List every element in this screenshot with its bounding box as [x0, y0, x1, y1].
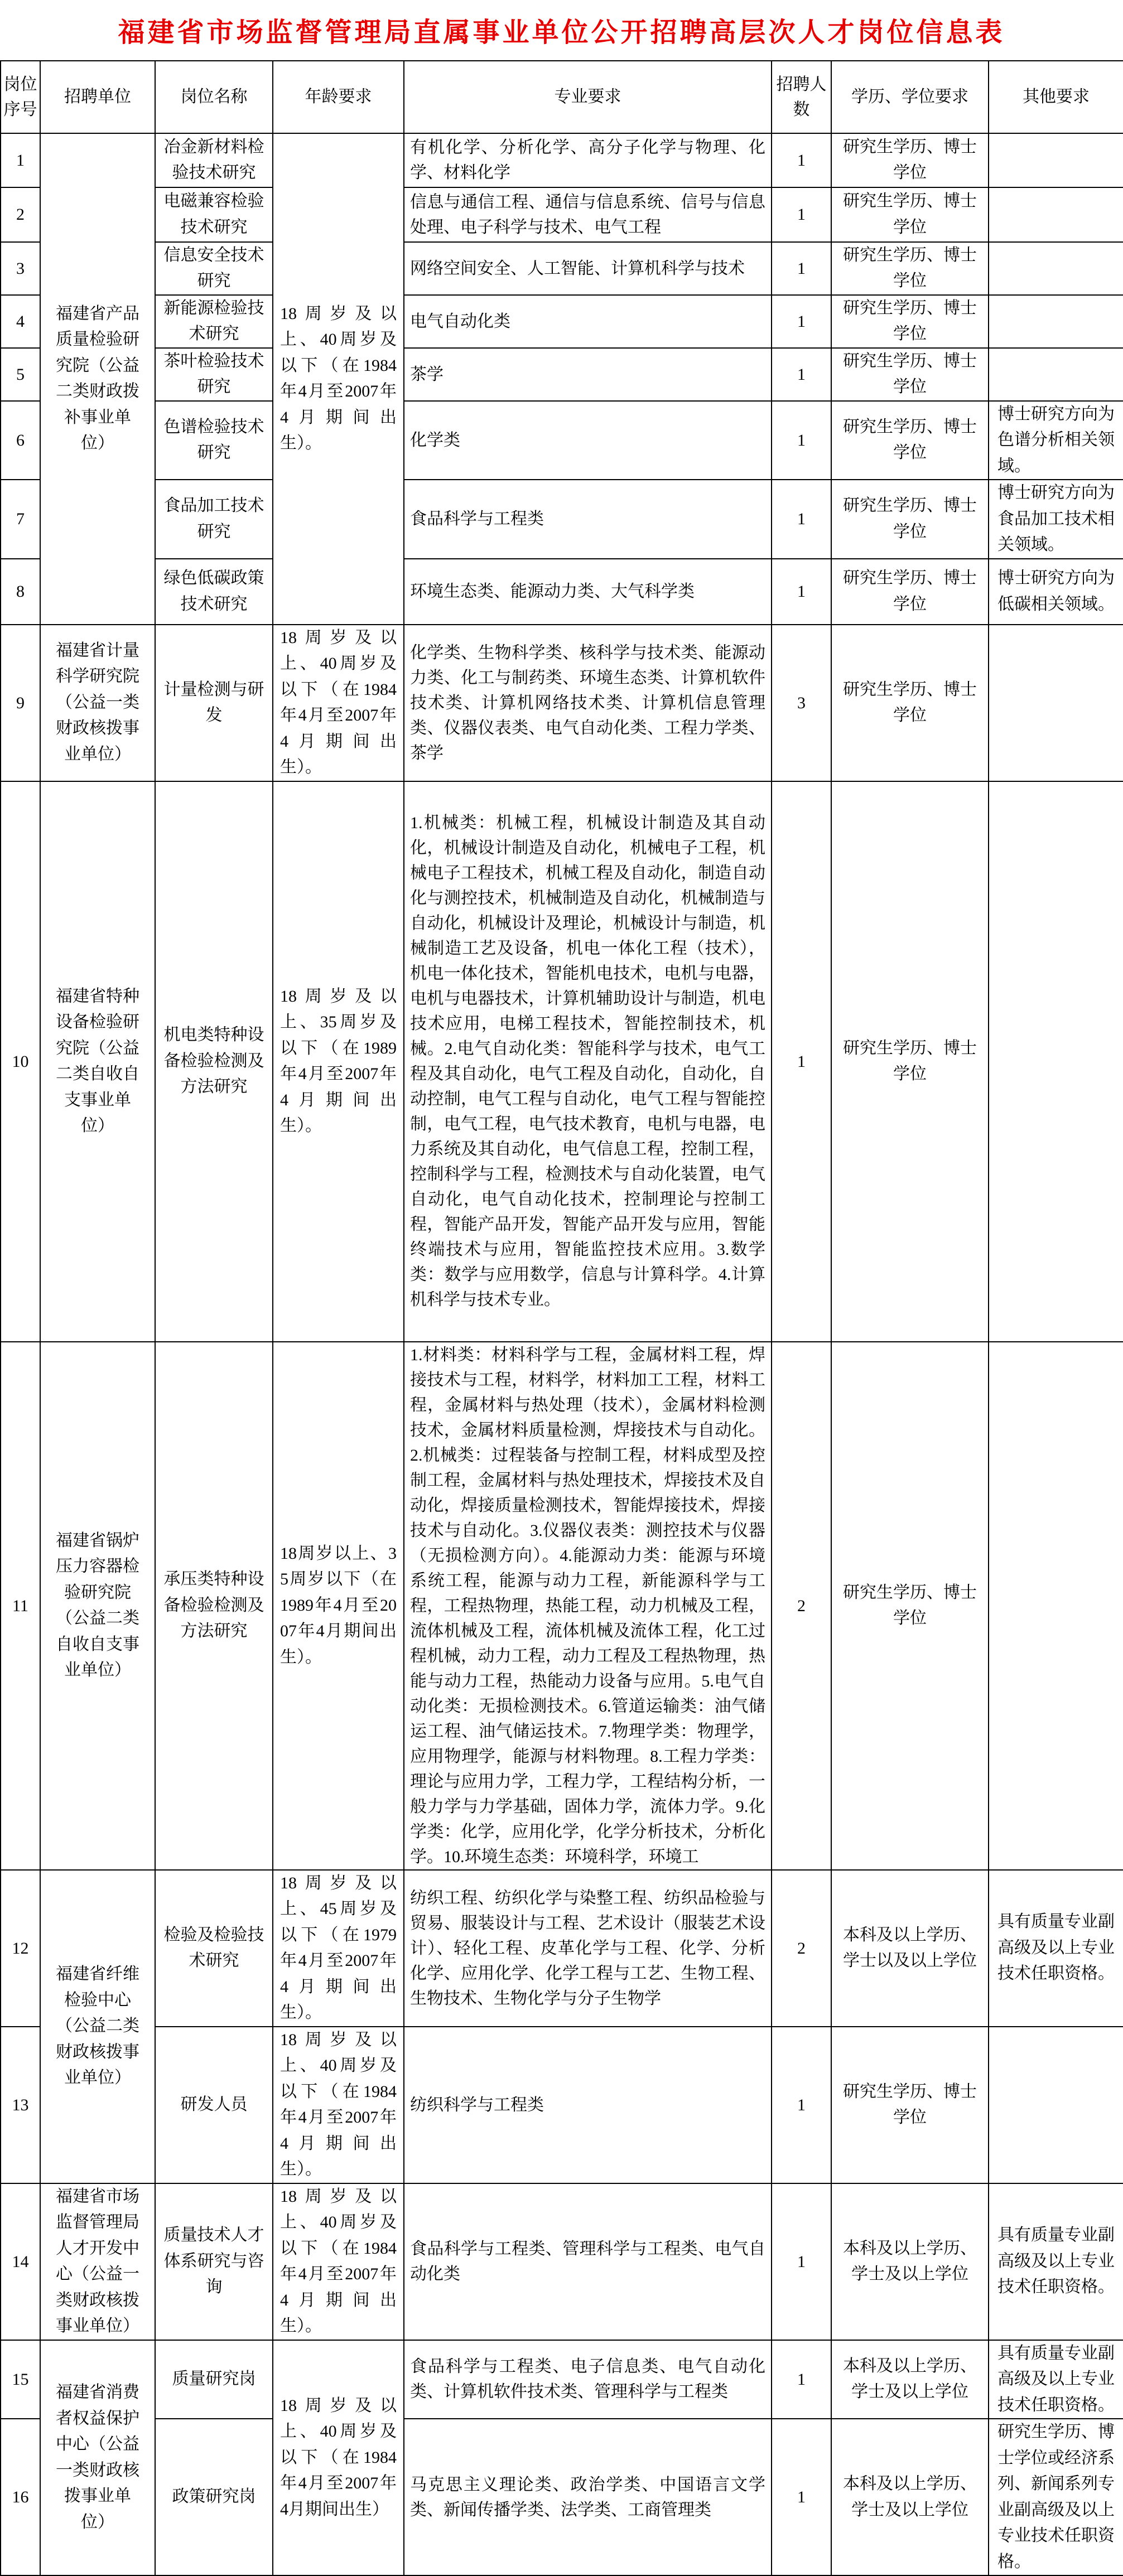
degree-cell: 研究生学历、博士学位 [831, 187, 989, 242]
spec-cell: 纺织工程、纺织化学与染整工程、纺织品检验与贸易、服装设计与工程、艺术设计（服装艺术设计）、轻化工程、皮革化学与工程、化学、分析化学、应用化学、化学工程与工艺、生物工程、生物技术、生物化学与分子生物学 [404, 1870, 772, 2027]
table-row [1, 187, 1123, 242]
degree-cell: 研究生学历、博士学位 [831, 401, 989, 480]
degree-cell: 研究生学历、博士学位 [831, 133, 989, 187]
post-cell: 茶叶检验技术研究 [155, 348, 273, 401]
post-cell: 色谱检验技术研究 [155, 401, 273, 480]
unit-cell: 福建省产品质量检验研究院（公益二类财政拨补事业单位） [40, 133, 155, 625]
count-cell: 2 [772, 1342, 831, 1870]
count-cell: 1 [772, 133, 831, 187]
table-row [1, 242, 1123, 295]
seq-cell: 1 [1, 133, 40, 187]
post-cell: 政策研究岗 [155, 2419, 273, 2575]
other-cell [989, 781, 1123, 1342]
other-cell [989, 348, 1123, 401]
seq-cell: 11 [1, 1342, 40, 1870]
seq-cell: 15 [1, 2340, 40, 2419]
unit-cell: 福建省纤维检验中心（公益二类财政核拨事业单位） [40, 1870, 155, 2183]
count-cell: 2 [772, 1870, 831, 2027]
degree-cell: 研究生学历、博士学位 [831, 480, 989, 559]
degree-cell: 研究生学历、博士学位 [831, 348, 989, 401]
spec-cell: 1.机械类：机械工程，机械设计制造及其自动化，机械设计制造及自动化，机械电子工程，机械电子工程技术，机械工程及自动化，制造自动化与测控技术，机械制造及自动化，机械制造与自动化，机械设计及理论，机械设计与制造，机械制造工艺及设备，机电一体化工程（技术），机电一体化技术，智能机电技术，电机与电器，电机与电器技术，计算机辅助设计与制造，机电技术应用，电梯工程技术，智能控制技术，机械。2.电气自动化类：智能科学与技术，电气工程及其自动化，电气工程及自动化，自动化，自动控制，电气工程与自动化，电气工程与智能控制，电气工程，电气技术教育，电机与电器，电力系统及其自动化，电气信息工程，控制工程，控制科学与工程，检测技术与自动化装置，电气自动化，电气自动化技术，控制理论与控制工程，智能产品开发，智能产品开发与应用，智能终端技术与应用，智能监控技术应用。3.数学类：数学与应用数学，信息与计算科学。4.计算机科学与技术专业。 [404, 781, 772, 1342]
degree-cell: 本科及以上学历、学士及以上学位 [831, 2419, 989, 2575]
spec-cell: 环境生态类、能源动力类、大气科学类 [404, 559, 772, 625]
age-cell: 18周岁及以上、40周岁及以下（在1984年4月至2007年4月期间出生）。 [273, 2183, 404, 2340]
table-row [1, 133, 1123, 187]
seq-cell: 10 [1, 781, 40, 1342]
table-row [1, 480, 1123, 559]
table-row [1, 348, 1123, 401]
seq-cell: 12 [1, 1870, 40, 2027]
table-row [1, 1870, 1123, 2027]
seq-cell: 16 [1, 2419, 40, 2575]
post-cell: 机电类特种设备检验检测及方法研究 [155, 781, 273, 1342]
count-cell: 1 [772, 2027, 831, 2183]
table-row [1, 2419, 1123, 2575]
post-cell: 新能源检验技术研究 [155, 295, 273, 348]
post-cell: 信息安全技术研究 [155, 242, 273, 295]
degree-cell: 研究生学历、博士学位 [831, 625, 989, 781]
age-cell: 18周岁及以上、40周岁及以下（在1984年4月至2007年4月期间出生） [273, 2340, 404, 2576]
count-cell: 1 [772, 781, 831, 1342]
count-cell: 1 [772, 295, 831, 348]
table-row [1, 295, 1123, 348]
count-cell: 1 [772, 2419, 831, 2575]
degree-cell: 本科及以上学历、学士以及以上学位 [831, 1870, 989, 2027]
spec-cell: 化学类 [404, 401, 772, 480]
post-cell: 质量研究岗 [155, 2340, 273, 2419]
seq-cell: 13 [1, 2027, 40, 2183]
header-other: 其他要求 [989, 61, 1123, 133]
spec-cell: 有机化学、分析化学、高分子化学与物理、化学、材料化学 [404, 133, 772, 187]
table-row [1, 2027, 1123, 2183]
seq-cell: 8 [1, 559, 40, 625]
table-row [1, 1342, 1123, 1870]
spec-cell: 网络空间安全、人工智能、计算机科学与技术 [404, 242, 772, 295]
other-cell: 博士研究方向为低碳相关领域。 [989, 559, 1123, 625]
header-post: 岗位名称 [155, 61, 273, 133]
degree-cell: 研究生学历、博士学位 [831, 242, 989, 295]
count-cell: 1 [772, 401, 831, 480]
post-cell: 食品加工技术研究 [155, 480, 273, 559]
spec-cell: 食品科学与工程类、管理科学与工程类、电气自动化类 [404, 2183, 772, 2340]
seq-cell: 5 [1, 348, 40, 401]
post-cell: 冶金新材料检验技术研究 [155, 133, 273, 187]
seq-cell: 7 [1, 480, 40, 559]
spec-cell: 纺织科学与工程类 [404, 2027, 772, 2183]
other-cell: 具有质量专业副高级及以上专业技术任职资格。 [989, 2183, 1123, 2340]
degree-cell: 本科及以上学历、学士及以上学位 [831, 2340, 989, 2419]
degree-cell: 研究生学历、博士学位 [831, 295, 989, 348]
seq-cell: 4 [1, 295, 40, 348]
header-unit: 招聘单位 [40, 61, 155, 133]
spec-cell: 信息与通信工程、通信与信息系统、信号与信息处理、电子科学与技术、电气工程 [404, 187, 772, 242]
table-row [1, 2340, 1123, 2419]
degree-cell: 研究生学历、博士学位 [831, 2027, 989, 2183]
degree-cell: 研究生学历、博士学位 [831, 781, 989, 1342]
count-cell: 1 [772, 480, 831, 559]
degree-cell: 研究生学历、博士学位 [831, 1342, 989, 1870]
spec-cell: 食品科学与工程类、电子信息类、电气自动化类、计算机软件技术类、管理科学与工程类 [404, 2340, 772, 2419]
header-age: 年龄要求 [273, 61, 404, 133]
other-cell [989, 1342, 1123, 1870]
seq-cell: 2 [1, 187, 40, 242]
other-cell: 具有质量专业副高级及以上专业技术任职资格。 [989, 2340, 1123, 2419]
header-count: 招聘人数 [772, 61, 831, 133]
unit-cell: 福建省计量科学研究院（公益一类财政核拨事业单位） [40, 625, 155, 781]
count-cell: 1 [772, 2340, 831, 2419]
post-cell: 绿色低碳政策技术研究 [155, 559, 273, 625]
post-cell: 质量技术人才体系研究与咨询 [155, 2183, 273, 2340]
degree-cell: 研究生学历、博士学位 [831, 559, 989, 625]
age-cell: 18周岁及以上、40周岁及以下（在1984年4月至2007年4月期间出生）。 [273, 2027, 404, 2183]
other-cell [989, 133, 1123, 187]
post-cell: 电磁兼容检验技术研究 [155, 187, 273, 242]
count-cell: 1 [772, 2183, 831, 2340]
post-cell: 检验及检验技术研究 [155, 1870, 273, 2027]
unit-cell: 福建省锅炉压力容器检验研究院（公益二类自收自支事业单位） [40, 1342, 155, 1870]
spec-cell: 马克思主义理论类、政治学类、中国语言文学类、新闻传播学类、法学类、工商管理类 [404, 2419, 772, 2575]
age-cell: 18周岁及以上、35周岁及以下（在1989年4月至2007年4月期间出生）。 [273, 781, 404, 1342]
age-cell: 18周岁及以上、40周岁及以下（在1984年4月至2007年4月期间出生）。 [273, 133, 404, 625]
seq-cell: 3 [1, 242, 40, 295]
other-cell: 博士研究方向为食品加工技术相关领域。 [989, 480, 1123, 559]
table-row [1, 559, 1123, 625]
spec-cell: 食品科学与工程类 [404, 480, 772, 559]
seq-cell: 9 [1, 625, 40, 781]
table-row [1, 781, 1123, 1342]
spec-cell: 茶学 [404, 348, 772, 401]
age-cell: 18周岁以上、35周岁以下（在1989年4月至2007年4月期间出生）。 [273, 1342, 404, 1870]
count-cell: 1 [772, 242, 831, 295]
count-cell: 1 [772, 348, 831, 401]
seq-cell: 6 [1, 401, 40, 480]
other-cell: 博士研究方向为色谱分析相关领域。 [989, 401, 1123, 480]
other-cell [989, 242, 1123, 295]
age-cell: 18周岁及以上、45周岁及以下（在1979年4月至2007年4月期间出生）。 [273, 1870, 404, 2027]
table-row [1, 625, 1123, 781]
page-title: 福建省市场监督管理局直属事业单位公开招聘高层次人才岗位信息表 [118, 18, 1005, 47]
other-cell [989, 187, 1123, 242]
other-cell [989, 2027, 1123, 2183]
header-degree: 学历、学位要求 [831, 61, 989, 133]
unit-cell: 福建省消费者权益保护中心（公益一类财政核拨事业单位） [40, 2340, 155, 2576]
post-cell: 承压类特种设备检验检测及方法研究 [155, 1342, 273, 1870]
unit-cell: 福建省特种设备检验研究院（公益二类自收自支事业单位） [40, 781, 155, 1342]
post-cell: 计量检测与研发 [155, 625, 273, 781]
other-cell: 研究生学历、博士学位或经济系列、新闻系列专业副高级及以上专业技术任职资格。 [989, 2419, 1123, 2575]
spec-cell: 电气自动化类 [404, 295, 772, 348]
post-cell: 研发人员 [155, 2027, 273, 2183]
count-cell: 1 [772, 187, 831, 242]
table-row [1, 401, 1123, 480]
spec-cell: 化学类、生物科学类、核科学与技术类、能源动力类、化工与制药类、环境生态类、计算机软件技术类、计算机网络技术类、计算机信息管理类、仪器仪表类、电气自动化类、工程力学类、茶学 [404, 625, 772, 781]
other-cell: 具有质量专业副高级及以上专业技术任职资格。 [989, 1870, 1123, 2027]
unit-cell: 福建省市场监督管理局人才开发中心（公益一类财政核拨事业单位） [40, 2183, 155, 2340]
count-cell: 3 [772, 625, 831, 781]
other-cell [989, 625, 1123, 781]
spec-cell: 1.材料类：材料科学与工程，金属材料工程，焊接技术与工程，材料学，材料加工工程，材料工程，金属材料与热处理（技术），金属材料检测技术，金属材料质量检测，焊接技术与自动化。2.机械类：过程装备与控制工程，材料成型及控制工程，金属材料与热处理技术，焊接技术及自动化，焊接质量检测技术，智能焊接技术，焊接技术与自动化。3.仪器仪表类：测控技术与仪器（无损检测方向）。4.能源动力类：能源与环境系统工程，能源与动力工程，新能源科学与工程，工程热物理，热能工程，动力机械及工程，流体机械及工程，流体机械及流体工程，化工过程机械，动力工程，动力工程及工程热物理，热能与动力工程，热能动力设备与应用。5.电气自动化类：无损检测技术。6.管道运输类：油气储运工程、油气储运技术。7.物理学类：物理学，应用物理学，能源与材料物理。8.工程力学类：理论与应用力学，工程力学，工程结构分析，一般力学与力学基础，固体力学，流体力学。9.化学类：化学，应用化学，化学分析技术，分析化学。10.环境生态类：环境科学，环境工 [404, 1342, 772, 1870]
other-cell [989, 295, 1123, 348]
age-cell: 18周岁及以上、40周岁及以下（在1984年4月至2007年4月期间出生）。 [273, 625, 404, 781]
header-spec: 专业要求 [404, 61, 772, 133]
table-row [1, 2183, 1123, 2340]
positions-table [0, 60, 1123, 2576]
seq-cell: 14 [1, 2183, 40, 2340]
count-cell: 1 [772, 559, 831, 625]
header-seq: 岗位序号 [1, 61, 40, 133]
degree-cell: 本科及以上学历、学士及以上学位 [831, 2183, 989, 2340]
header-row [1, 61, 1123, 133]
